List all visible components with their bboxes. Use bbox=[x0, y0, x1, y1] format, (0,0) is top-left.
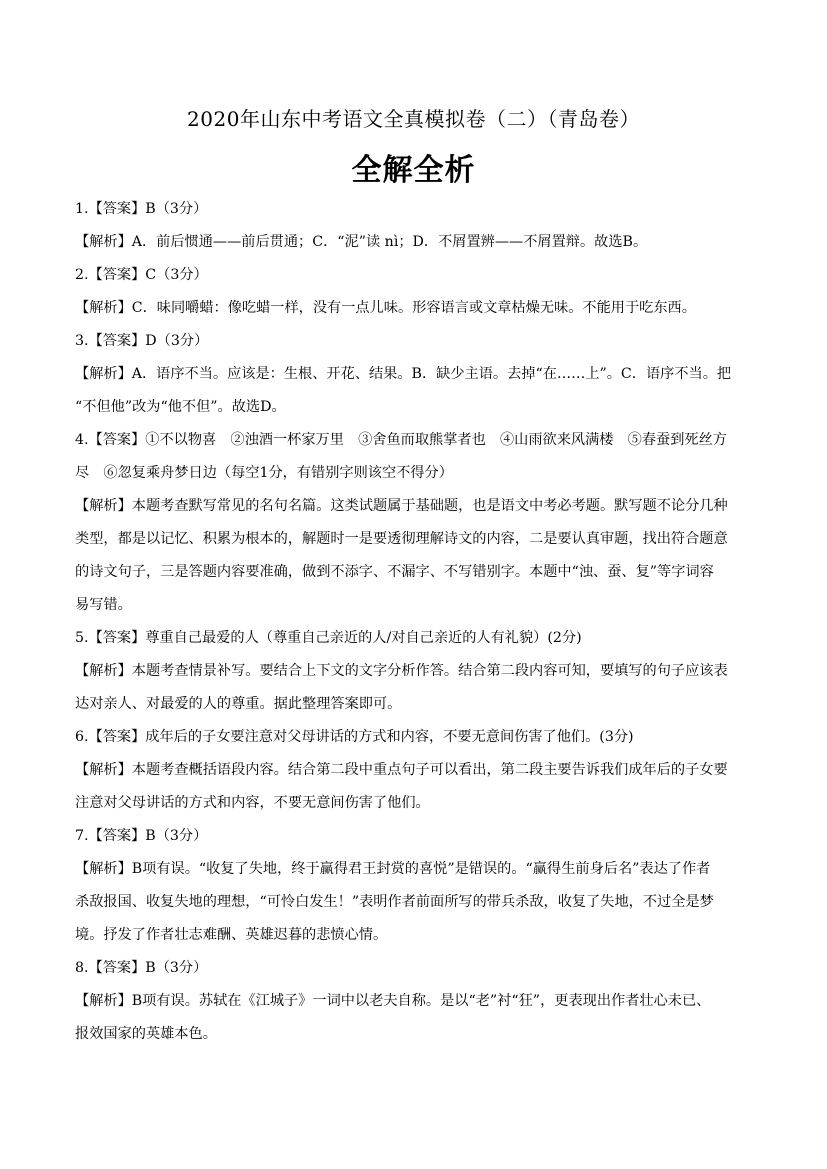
answer-line: 4.【答案】①不以物喜 ②浊酒一杯家万里 ③舍鱼而取熊掌者也 ④山雨欲来风满楼 ⑤春蚕到死丝方 bbox=[75, 432, 727, 448]
answer-line: 6.【答案】成年后的子女要注意对父母讲话的方式和内容，不要无意间伤害了他们。(3分) bbox=[75, 729, 634, 745]
analysis-line: 杀敌报国、收复失地的理想，“可怜白发生！”表明作者前面所写的带兵杀敌，收复了失地，不过全是梦 bbox=[75, 894, 714, 910]
analysis-line: 的诗文句子，三是答题内容要准确，做到不添字、不漏字、不写错别字。本题中“浊、蚕、复”等字词容 bbox=[75, 564, 714, 580]
answer-line: 2.【答案】C（3分） bbox=[75, 267, 208, 283]
analysis-line: 境。抒发了作者壮志难酬、英雄迟暮的悲愤心情。 bbox=[75, 927, 388, 943]
analysis-line: 注意对父母讲话的方式和内容，不要无意间伤害了他们。 bbox=[75, 795, 430, 811]
analysis-line: 【解析】A．前后惯通——前后贯通；C．“泥”读 nì；D．不屑置辨——不屑置辩。故选B。 bbox=[75, 234, 648, 250]
analysis-line: 类型，都是以记忆、积累为根本的，解题时一是要透彻理解诗文的内容，二是要认真审题，找出符合题意 bbox=[75, 531, 728, 547]
analysis-line: 【解析】本题考查概括语段内容。结合第二段中重点句子可以看出，第二段主要告诉我们成年后的子女要 bbox=[75, 762, 728, 778]
document-subtitle: 全解全析 bbox=[351, 153, 476, 188]
answer-line: 8.【答案】B（3分） bbox=[75, 960, 208, 976]
answer-line: 5.【答案】尊重自己最爱的人（尊重自己亲近的人/对自己亲近的人有礼貌）(2分) bbox=[75, 630, 582, 646]
analysis-line: 报效国家的英雄本色。 bbox=[75, 1026, 217, 1042]
document-title: 2020年山东中考语文全真模拟卷（二）（青岛卷） bbox=[187, 107, 640, 131]
analysis-line: 【解析】B项有误。“收复了失地，终于赢得君王封赏的喜悦”是错误的。“赢得生前身后名”表达了作者 bbox=[75, 861, 711, 877]
answer-line: 尽 ⑥忽复乘舟梦日边（每空1分，有错别字则该空不得分） bbox=[75, 465, 453, 481]
answer-line: 7.【答案】B（3分） bbox=[75, 828, 208, 844]
answer-line: 1.【答案】B（3分） bbox=[75, 201, 208, 217]
analysis-line: 【解析】本题考查默写常见的名句名篇。这类试题属于基础题，也是语文中考必考题。默写题不论分几种 bbox=[75, 498, 728, 514]
analysis-line: 【解析】A．语序不当。应该是：生根、开花、结果。B．缺少主语。去掉“在……上”。C．语序不当。把 bbox=[75, 366, 732, 382]
analysis-line: 【解析】C．味同嚼蜡：像吃蜡一样，没有一点儿味。形容语言或文章枯燥无味。不能用于吃东西。 bbox=[75, 300, 696, 316]
analysis-line: 【解析】B项有误。苏轼在《江城子》一词中以老夫自称。是以“老”衬“狂”，更表现出作者壮心未已、 bbox=[75, 993, 711, 1009]
analysis-line: 达对亲人、对最爱的人的尊重。据此整理答案即可。 bbox=[75, 696, 402, 712]
answer-content bbox=[75, 193, 755, 1051]
analysis-line: “不但他”改为“他不但”。故选D。 bbox=[75, 399, 286, 415]
analysis-line: 易写错。 bbox=[75, 597, 132, 613]
analysis-line: 【解析】本题考查情景补写。要结合上下文的文字分析作答。结合第二段内容可知，要填写的句子应该表 bbox=[75, 663, 728, 679]
answer-line: 3.【答案】D（3分） bbox=[75, 333, 209, 349]
